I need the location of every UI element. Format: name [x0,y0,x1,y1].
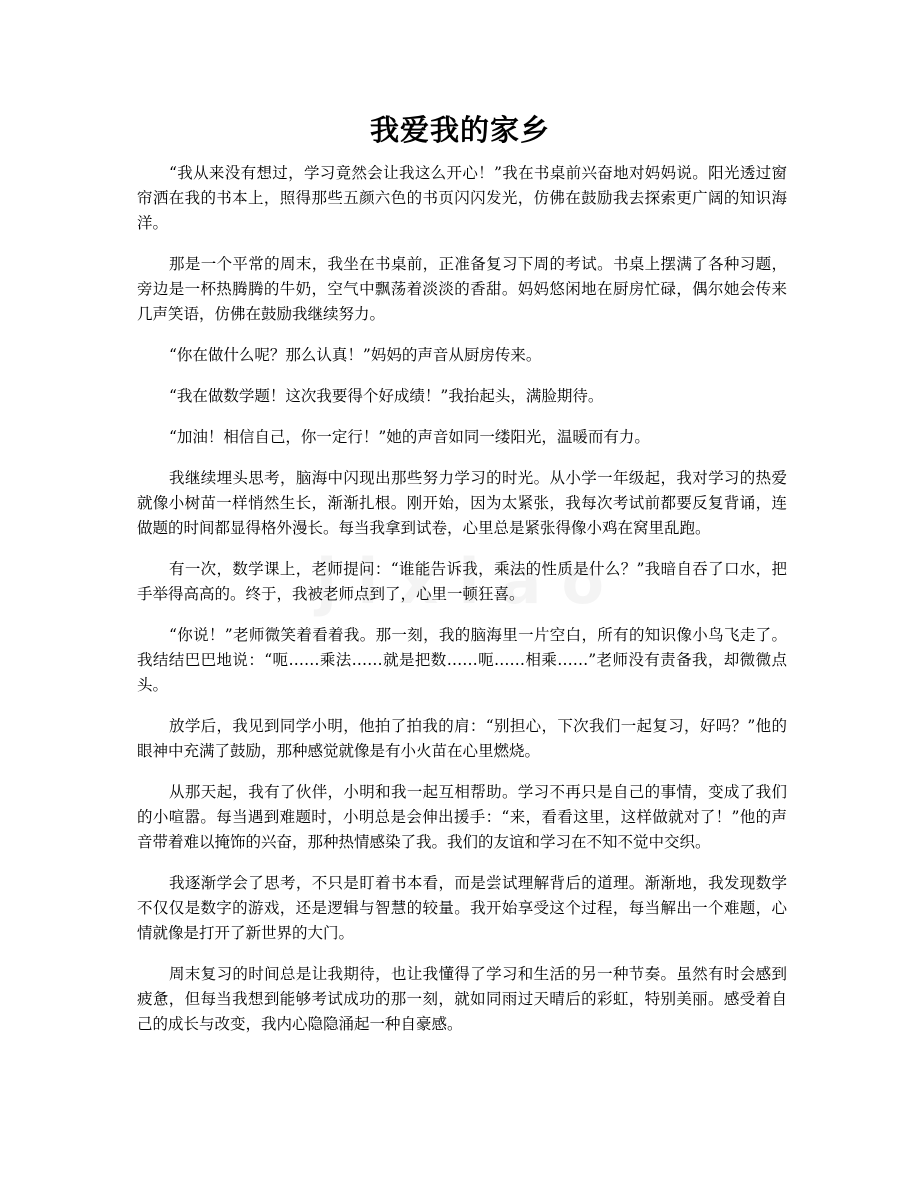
paragraph: “你在做什么呢？那么认真！”妈妈的声音从厨房传来。 [169,346,542,364]
paragraph: 周末复习的时间总是让我期待，也让我懂得了学习和生活的另一种节奏。虽然有时会感到疲惫，但每当我想到能够考试成功的那一刻，就如同雨过天晴后的彩虹，特别美丽。感受着自己的成长与改变，我内心隐隐涌起一种自豪感。 [137,965,787,1033]
paragraph: 我逐渐学会了思考，不只是盯着书本看，而是尝试理解背后的道理。渐渐地，我发现数学不仅仅是数字的游戏，还是逻辑与智慧的较量。我开始享受这个过程，每当解出一个难题，心情就像是打开了新世界的大门。 [137,874,787,942]
paragraph: 我继续埋头思考，脑海中闪现出那些努力学习的时光。从小学一年级起，我对学习的热爱就像小树苗一样悄然生长，渐渐扎根。刚开始，因为太紧张，我每次考试前都要反复背诵，连做题的时间都显得格外漫长。每当我拿到试卷，心里总是紧张得像小鸡在窝里乱跑。 [137,469,787,537]
paragraph: “我从来没有想过，学习竟然会让我这么开心！”我在书桌前兴奋地对妈妈说。阳光透过窗帘洒在我的书本上，照得那些五颜六色的书页闪闪发光，仿佛在鼓励我去探索更广阔的知识海洋。 [137,164,787,232]
paragraph: “加油！相信自己，你一定行！”她的声音如同一缕阳光，温暖而有力。 [169,428,650,446]
paragraph: “你说！”老师微笑着看着我。那一刻，我的脑海里一片空白，所有的知识像小鸟飞走了。我结结巴巴地说：“呃……乘法……就是把数……呃……相乘……”老师没有责备我，却微微点头。 [137,626,787,694]
paragraph: 有一次，数学课上，老师提问：“谁能告诉我，乘法的性质是什么？”我暗自吞了口水，把手举得高高的。终于，我被老师点到了，心里一顿狂喜。 [137,560,787,603]
paragraph: “我在做数学题！这次我要得个好成绩！”我抬起头，满脸期待。 [169,387,604,405]
document-body [137,161,787,1053]
paragraph: 放学后，我见到同学小明，他拍了拍我的肩：“别担心，下次我们一起复习，好吗？”他的眼神中充满了鼓励，那种感觉就像是有小火苗在心里燃烧。 [137,717,787,760]
paragraph: 那是一个平常的周末，我坐在书桌前，正准备复习下周的考试。书桌上摆满了各种习题，旁边是一杯热腾腾的牛奶，空气中飘荡着淡淡的香甜。妈妈悠闲地在厨房忙碌，偶尔她会传来几声笑语，仿佛在鼓励我继续努力。 [137,255,787,323]
paragraph: 从那天起，我有了伙伴，小明和我一起互相帮助。学习不再只是自己的事情，变成了我们的小喧嚣。每当遇到难题时，小明总是会伸出援手：“来，看看这里，这样做就对了！”他的声音带着难以掩饰的兴奋，那种热情感染了我。我们的友谊和学习在不知不觉中交织。 [137,783,787,851]
document-title: 我爱我的家乡 [369,113,550,147]
